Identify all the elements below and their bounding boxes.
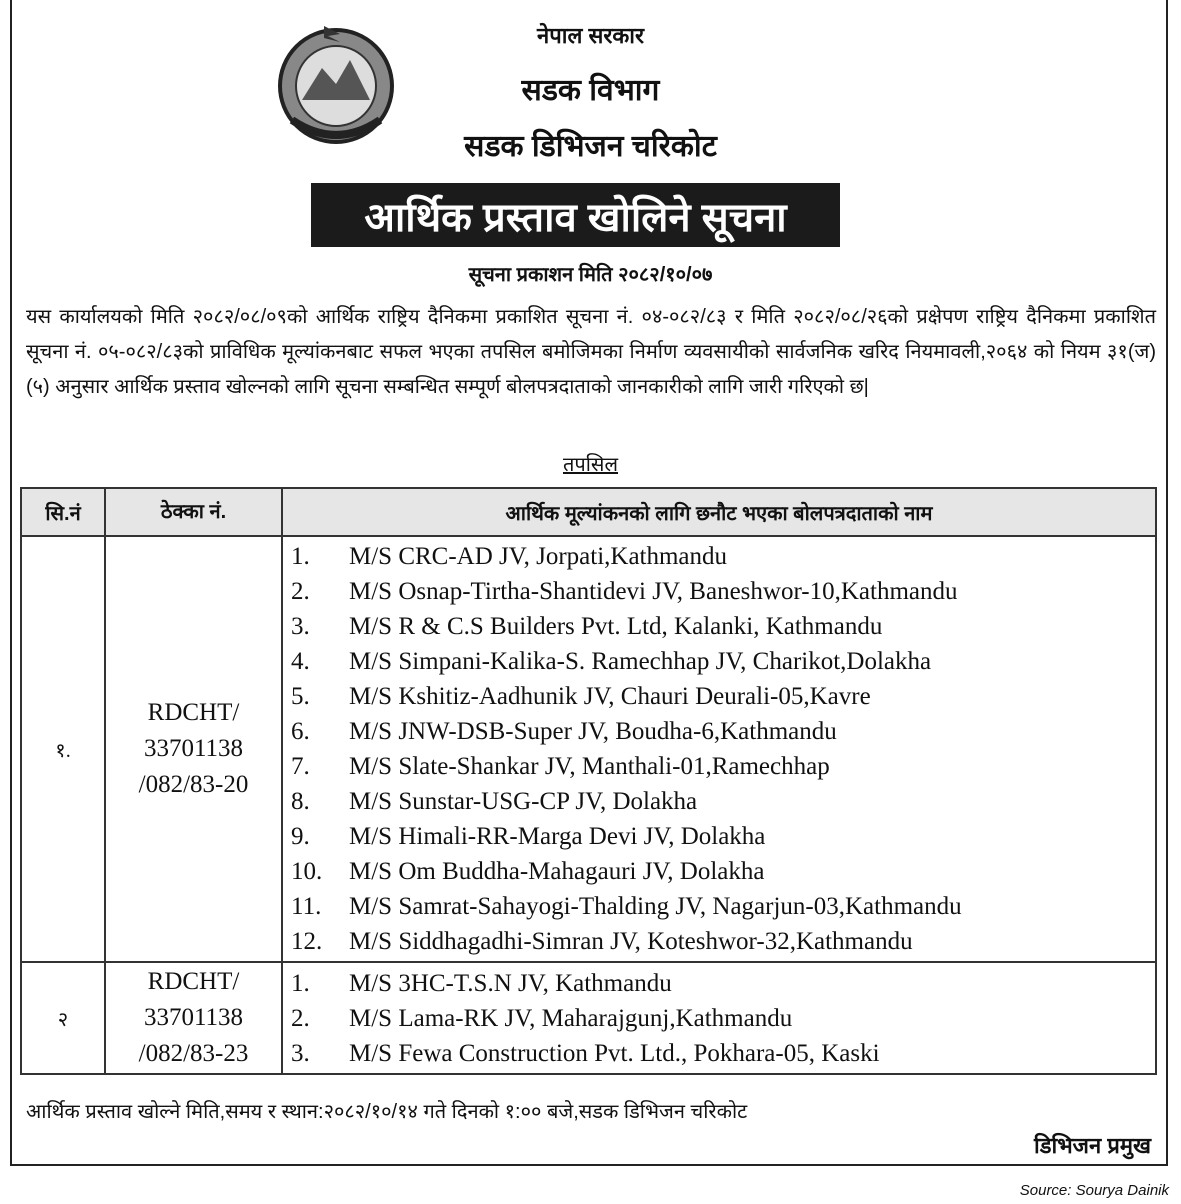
list-item — [291, 714, 1155, 749]
list-item — [291, 644, 1155, 679]
bidder-name: M/S Fewa Construction Pvt. Ltd., Pokhara-05, Kaski — [349, 1039, 880, 1067]
list-item — [291, 966, 1155, 1001]
bidder-name: M/S Sunstar-USG-CP JV, Dolakha — [349, 788, 698, 815]
bidder-name: M/S Samrat-Sahayogi-Thalding JV, Nagarjun-03,Kathmandu — [349, 893, 962, 920]
header-bidders: आर्थिक मूल्यांकनको लागि छनौट भएका बोलपत्रदाताको नाम — [282, 488, 1156, 536]
bidder-index: 2. — [291, 1004, 310, 1032]
list-item — [291, 889, 1155, 924]
schedule-label: तपसिल — [562, 454, 619, 476]
bidder-index: 12. — [291, 928, 323, 955]
bidder-list — [282, 536, 1156, 962]
header-contract: ठेक्का नं. — [105, 488, 282, 536]
contract-line: 33701138 — [143, 735, 244, 762]
bidder-name: M/S Simpani-Kalika-S. Ramechhap JV, Charikot,Dolakha — [349, 648, 932, 675]
contract-line: 33701138 — [143, 1004, 244, 1031]
bidder-index: 9. — [291, 823, 310, 850]
list-item — [291, 854, 1155, 889]
notice-body: यस कार्यालयको मिति २०८२/०८/०९को आर्थिक राष्ट्रिय दैनिकमा प्रकाशित सूचना नं. ०४-०८२/८३ र मिति २०८२/०८/२६को प्रक्षेपण राष्ट्रिय दैनिकमा प्रकाशित सूचना नं. ०५-०८२/८३को प्राविधिक मूल्यांकनबाट सफल भएका तपसिल बमोजिमका निर्माण व्यवसायीको सार्वजनिक खरिद नियमावली,२०६४ को नियम ३१(ज)(५) अनुसार आर्थिक प्रस्ताव खोल्नको लागि सूचना सम्बन्धित सम्पूर्ण बोलपत्रदाताको जानकारीको लागि जारी गरिएको छ| — [26, 306, 1156, 398]
bidder-index: 8. — [291, 788, 310, 815]
opening-details: आर्थिक प्रस्ताव खोल्ने मिति,समय र स्थान:२०८२/१०/१४ गते दिनको १:०० बजे,सडक डिभिजन चरिकोट — [26, 1101, 748, 1123]
bidder-name: M/S 3HC-T.S.N JV, Kathmandu — [349, 969, 672, 997]
list-item — [291, 924, 1155, 959]
list-item — [291, 574, 1155, 609]
bidders-table — [20, 487, 1157, 1075]
list-item — [291, 819, 1155, 854]
serial-number: २ — [21, 962, 105, 1074]
serial-number: १. — [21, 536, 105, 962]
bidder-list — [282, 962, 1156, 1074]
list-item — [291, 1036, 1155, 1071]
department-name: सडक विभाग — [521, 74, 660, 107]
header-serial: सि.नं — [21, 488, 105, 536]
source-credit: Source: Sourya Dainik — [1019, 1182, 1169, 1199]
bidder-name: M/S R & C.S Builders Pvt. Ltd, Kalanki, Kathmandu — [349, 613, 883, 640]
bidder-name: M/S Osnap-Tirtha-Shantidevi JV, Baneshwor-10,Kathmandu — [349, 578, 958, 605]
contract-line: /082/83-23 — [138, 1040, 249, 1067]
list-item — [291, 784, 1155, 819]
bidder-index: 2. — [291, 578, 310, 605]
bidder-index: 1. — [291, 969, 310, 997]
publication-date: सूचना प्रकाशन मिति २०८२/१०/०७ — [468, 264, 713, 286]
bidder-name: M/S JNW-DSB-Super JV, Boudha-6,Kathmandu — [349, 718, 837, 745]
bidder-index: 10. — [291, 858, 323, 885]
list-item — [291, 539, 1155, 574]
bidder-index: 3. — [291, 613, 310, 640]
bidder-name: M/S Kshitiz-Aadhunik JV, Chauri Deurali-05,Kavre — [349, 683, 871, 710]
notice-title: आर्थिक प्रस्ताव खोलिने सूचना — [311, 183, 840, 247]
signatory: डिभिजन प्रमुख — [1034, 1133, 1151, 1158]
bidder-name: M/S Om Buddha-Mahagauri JV, Dolakha — [349, 858, 765, 885]
contract-line: RDCHT/ — [147, 968, 240, 995]
bidder-index: 11. — [291, 893, 322, 920]
government-name: नेपाल सरकार — [537, 23, 644, 48]
list-item — [291, 749, 1155, 784]
table-header-row — [21, 488, 1156, 536]
list-item — [291, 679, 1155, 714]
bidder-name: M/S Lama-RK JV, Maharajgunj,Kathmandu — [349, 1004, 793, 1032]
bidder-name: M/S Himali-RR-Marga Devi JV, Dolakha — [349, 823, 766, 850]
bidder-index: 1. — [291, 543, 310, 570]
bidder-index: 4. — [291, 648, 310, 675]
bidder-index: 6. — [291, 718, 310, 745]
contract-line: /082/83-20 — [138, 771, 249, 798]
bidder-index: 5. — [291, 683, 310, 710]
list-item — [291, 1001, 1155, 1036]
division-name: सडक डिभिजन चरिकोट — [464, 130, 717, 163]
bidder-name: M/S CRC-AD JV, Jorpati,Kathmandu — [349, 543, 728, 570]
bidder-index: 3. — [291, 1039, 310, 1067]
bidder-name: M/S Slate-Shankar JV, Manthali-01,Ramechhap — [349, 753, 830, 780]
list-item — [291, 609, 1155, 644]
bidder-name: M/S Siddhagadhi-Simran JV, Koteshwor-32,Kathmandu — [349, 928, 913, 955]
contract-number — [105, 536, 282, 962]
contract-line: RDCHT/ — [147, 699, 240, 726]
table-row — [21, 962, 1156, 1074]
table-row — [21, 536, 1156, 962]
bidder-index: 7. — [291, 753, 310, 780]
contract-number — [105, 962, 282, 1074]
